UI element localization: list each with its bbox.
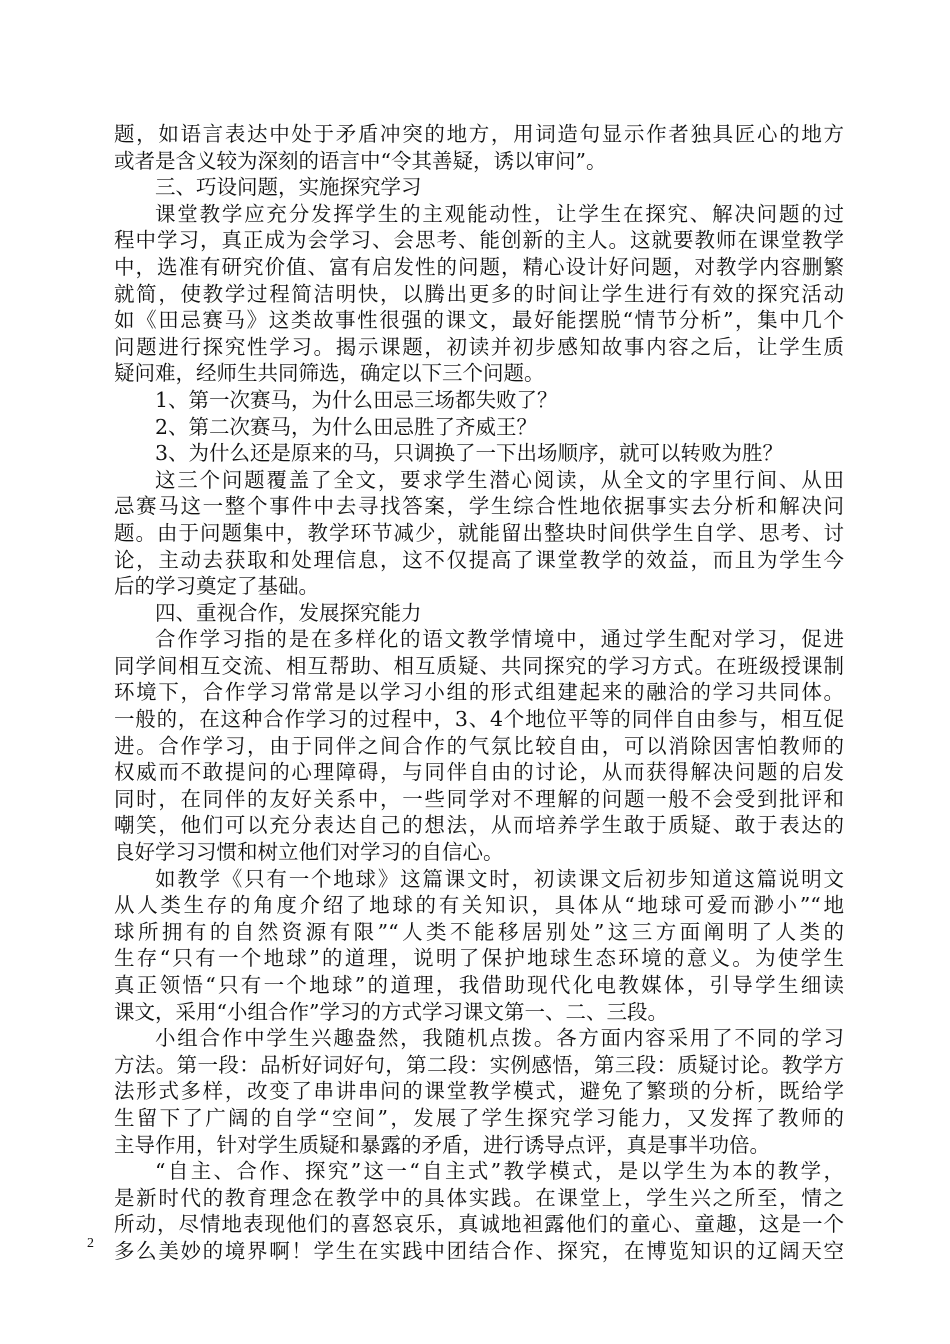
text-line: 这三个问题覆盖了全文，要求学生潜心阅读，从全文的字里行间、从田 (155, 467, 844, 492)
text-line: 如《田忌赛马》这类故事性很强的课文，最好能摆脱“情节分析”，集中几个 (114, 308, 844, 333)
text-line: 真正领悟“只有一个地球”的道理，我借助现代化电教媒体，引导学生细读 (114, 973, 844, 997)
text-line: 一般的，在这种合作学习的过程中，3、4个地位平等的同伴自由参与，相互促 (114, 707, 844, 732)
text-line: 课文，采用“小组合作”学习的方式学习课文第一、二、三段。 (114, 999, 668, 1024)
text-line: 良好学习习惯和树立他们对学习的自信心。 (114, 840, 504, 865)
list-item: 1、第一次赛马，为什么田忌三场都失败了？ (155, 387, 558, 412)
text-line: 环境下，合作学习常常是以学习小组的形式组建起来的融洽的学习共同体。 (114, 680, 844, 705)
section-heading: 四、重视合作，发展探究能力 (155, 600, 422, 625)
text-line: 程中学习，真正成为会学习、会思考、能创新的主人。这就要教师在课堂教学 (114, 228, 844, 253)
text-line: 从人类生存的角度介绍了地球的有关知识，具体从“地球可爱而渺小”“地 (114, 893, 844, 918)
body-text (114, 121, 844, 1265)
text-line: “自主、合作、探究”这一“自主式”教学模式，是以学生为本的教学， (155, 1159, 844, 1184)
text-line: 就简，使教学过程简洁明快，以腾出更多的时间让学生进行有效的探究活动 (114, 281, 844, 306)
text-line: 问题进行探究性学习。揭示课题，初读并初步感知故事内容之后，让学生质 (114, 334, 844, 359)
text-line: 或者是含义较为深刻的语言中“令其善疑，诱以审问”。 (114, 148, 607, 173)
text-line: 方法。第一段：品析好词好句，第二段：实例感悟，第三段：质疑讨论。教学方 (114, 1052, 844, 1077)
text-line: 课堂教学应充分发挥学生的主观能动性，让学生在探究、解决问题的过 (155, 201, 844, 226)
text-line: 合作学习指的是在多样化的语文教学情境中，通过学生配对学习，促进 (155, 627, 844, 652)
text-line: 如教学《只有一个地球》这篇课文时，初读课文后初步知道这篇说明文 (155, 866, 844, 891)
text-line: 题。由于问题集中，教学环节减少，就能留出整块时间供学生自学、思考、讨 (114, 520, 844, 545)
text-line: 题，如语言表达中处于矛盾冲突的地方，用词造句显示作者独具匠心的地方 (114, 122, 844, 146)
text-line: 小组合作中学生兴趣盎然，我随机点拨。各方面内容采用了不同的学习 (155, 1026, 844, 1051)
text-line: 生留下了广阔的自学“空间”，发展了学生探究学习能力，又发挥了教师的 (114, 1105, 844, 1130)
text-line: 球所拥有的自然资源有限”“人类不能移居别处”这三方面阐明了人类的 (114, 919, 844, 944)
page-number: 2 (87, 1236, 94, 1251)
list-item: 3、为什么还是原来的马，只调换了一下出场顺序，就可以转败为胜？ (155, 441, 784, 466)
text-line: 法形式多样，改变了串讲串问的课堂教学模式，避免了繁琐的分析，既给学 (114, 1079, 844, 1104)
text-line: 进。合作学习，由于同伴之间合作的气氛比较自由，可以消除因害怕教师的 (114, 733, 844, 758)
text-line: 中，选准有研究价值、富有启发性的问题，精心设计好问题，对教学内容删繁 (114, 254, 844, 279)
list-item: 2、第二次赛马，为什么田忌胜了齐威王？ (155, 414, 538, 439)
text-line: 权威而不敢提问的心理障碍，与同伴自由的讨论，从而获得解决问题的启发 (114, 760, 844, 785)
text-line: 生存“只有一个地球”的道理，说明了保护地球生态环境的意义。为使学生 (114, 946, 844, 971)
section-heading: 三、巧设问题，实施探究学习 (155, 175, 422, 200)
text-line: 嘲笑，他们可以充分表达自己的想法，从而培养学生敢于质疑、敢于表达的 (114, 813, 844, 838)
text-line: 后的学习奠定了基础。 (114, 574, 319, 599)
text-line: 主导作用，针对学生质疑和暴露的矛盾，进行诱导点评，真是事半功倍。 (114, 1132, 770, 1157)
text-line: 同学间相互交流、相互帮助、相互质疑、共同探究的学习方式。在班级授课制 (114, 653, 844, 678)
text-line: 疑问难，经师生共同筛选，确定以下三个问题。 (114, 361, 545, 386)
text-line: 论，主动去获取和处理信息，这不仅提高了课堂教学的效益，而且为学生今 (114, 547, 844, 572)
text-line: 忌赛马这一整个事件中去寻找答案，学生综合性地依据事实去分析和解决问 (114, 494, 844, 519)
text-line: 多么美妙的境界啊！学生在实践中团结合作、探究，在博览知识的辽阔天空 (114, 1238, 844, 1263)
text-line: 所动，尽情地表现他们的喜怒哀乐，真诚地袒露他们的童心、童趣，这是一个 (114, 1212, 844, 1237)
text-line: 同时，在同伴的友好关系中，一些同学对不理解的问题一般不会受到批评和 (114, 786, 844, 811)
text-line: 是新时代的教育理念在教学中的具体实践。在课堂上，学生兴之所至，情之 (114, 1185, 844, 1210)
